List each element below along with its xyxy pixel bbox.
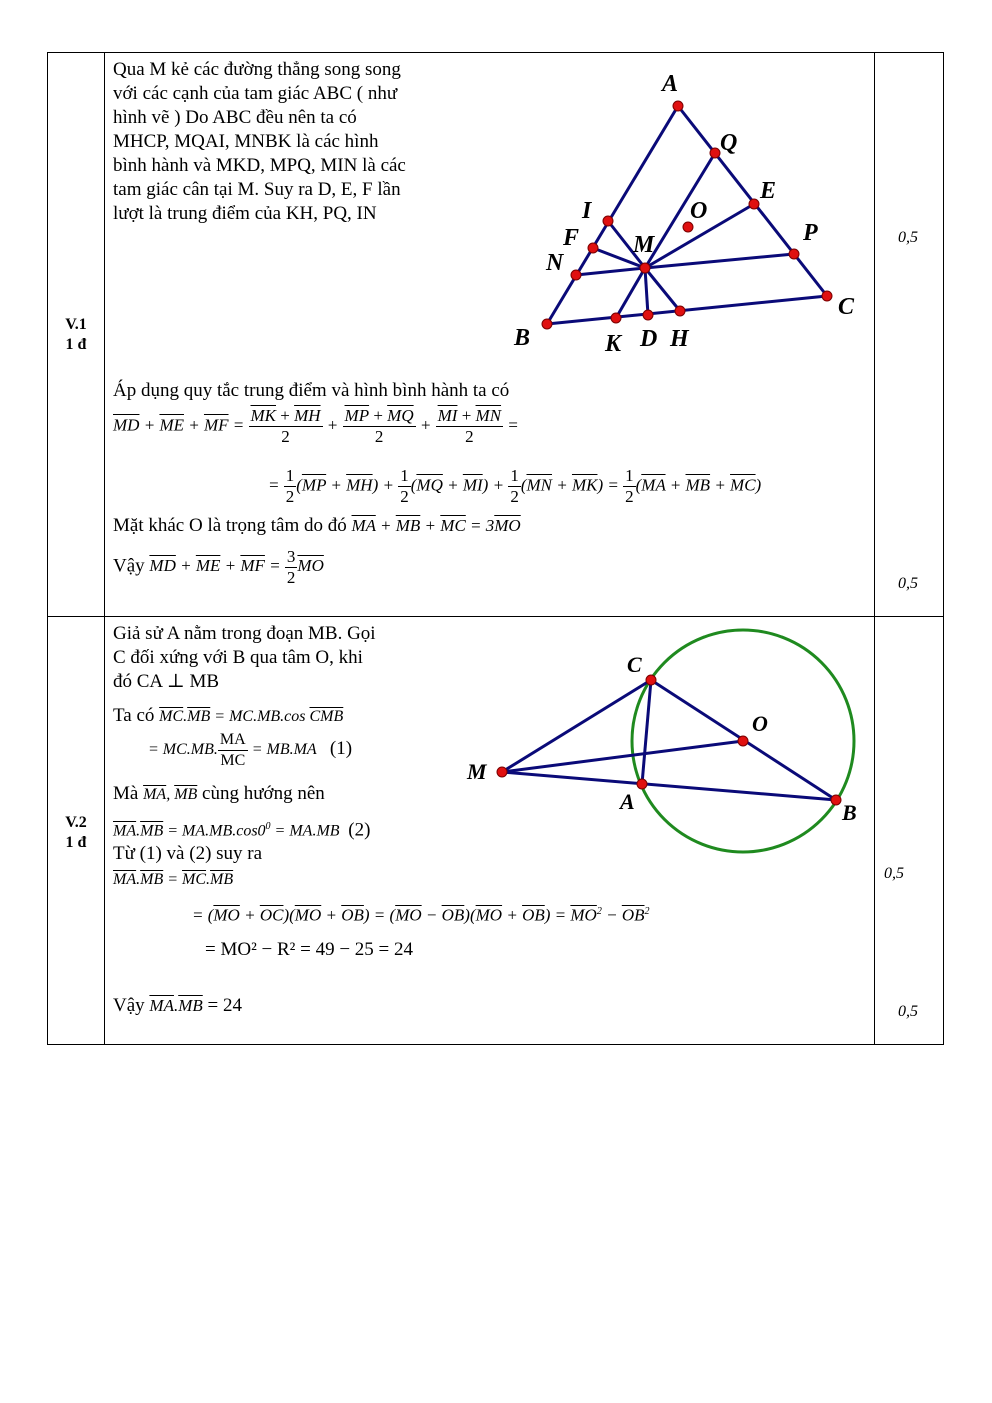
v1-conclusion: Vậy $\overline{MD} + \overline{ME} + \overline{MF}$ = $\frac{3}{2}$ $\overline{MO}$ [113,547,324,587]
label-E: E [760,178,777,204]
label-B: B [842,800,857,825]
triangle-figure [500,60,880,360]
label-C: C [838,294,855,320]
v1-centroid-line: Mặt khác O là trọng tâm do đó $\overline{MA} + \overline{MB} + \overline{MC} = 3\overline{MO}$ [113,515,521,536]
v2-intro: Giả sử A nằm trong đoạn MB. Gọi C đối xứng với B qua tâm O, khi đó CA ⊥ MB [113,623,376,692]
label-M: M [467,759,487,784]
v2-tu-line: Từ (1) và (2) suy ra [113,843,263,864]
column-divider [104,53,105,1044]
row-divider [48,616,943,617]
label-P: P [803,220,818,246]
label-K: K [605,331,622,357]
circle-figure [460,620,880,860]
v1-equation-2: = $\frac{1}{2}$ $(\overline{MP} + \overline{MH})$ + $\frac{1}{2}$ $(\overline{MQ} + \overline{MI})$ + $\frac{1}{2}$ $(\overline{MN} + \overline{MK})$ = $\frac{1}{2}$ $(\overline{MA} + \overline{MB} + \overline{MC})$ [268,466,762,506]
label-B: B [514,325,531,351]
label-C: C [627,652,642,677]
v2-equation-1: = MC.MB. $\frac{MA}{MC}$ = MB.MA (1) [148,731,353,769]
v2-equation-3: $\overline{MA}.\overline{MB} = \overline{MC}.\overline{MB}$ [113,871,234,888]
label-O: O [752,711,768,736]
score: 0,5 [898,575,918,592]
label-F: F [563,225,580,251]
label-O: O [690,198,708,224]
row-label-v2: V.2 1 đ [65,814,87,851]
v2-conclusion: Vậy $\overline{MA}.\overline{MB} = 24$ [113,995,242,1016]
v1-apply-text: Áp dụng quy tắc trung điểm và hình bình hành ta có [113,380,510,401]
v1-equation-1: $\overline{MD} + \overline{ME} + \overline{MF}$ = $\frac{\overline{MK} + \overline{MH}}{2}$ + $\frac{\overline{MP} + \overline{MQ}}{2}$ + $\frac{\overline{MI} + \overline{MN}}{2}$ = [113,406,519,446]
v2-equation-2: $\overline{MA}.\overline{MB} = MA.MB.\cos 0^0 = MA.MB$ (2) [113,819,371,841]
label-H: H [670,326,689,352]
score: 0,5 [898,1003,918,1020]
label-M: M [633,232,655,258]
label-A: A [662,71,679,97]
label-Q: Q [720,130,738,156]
v2-ma-line: Mà $\overline{MA}$, $\overline{MB}$ cùng hướng nên [113,783,325,804]
v1-intro: Qua M kẻ các đường thẳng song song với các cạnh của tam giác ABC ( như hình vẽ ) Do ABC đều nên ta có MHCP, MQAI, MNBK là các hình bình hành và MKD, MPQ, MIN là các tam giác cân tại M. Suy ra D, E, F lần lượt là trung điểm của KH, PQ, IN [113,59,406,224]
score: 0,5 [884,865,904,882]
v2-taco-line: Ta có $\overline{MC}.\overline{MB} = MC.MB.\cos$ $\overline{CMB}$ [113,705,344,726]
v2-equation-4: = $(\overline{MO} + \overline{OC})(\overline{MO} + \overline{OB}) = (\overline{MO} - \overline{OB})(\overline{MO} + \overline{OB}) = \overline{MO}^2 - \overline{OB}^2$ [192,905,650,925]
v2-equation-5: = MO² − R² = 49 − 25 = 24 [205,939,414,960]
label-I: I [582,198,592,224]
row-label-v1: V.1 1 đ [65,316,87,353]
score: 0,5 [898,229,918,246]
label-D: D [640,326,658,352]
label-A: A [620,789,635,814]
label-N: N [546,250,564,276]
